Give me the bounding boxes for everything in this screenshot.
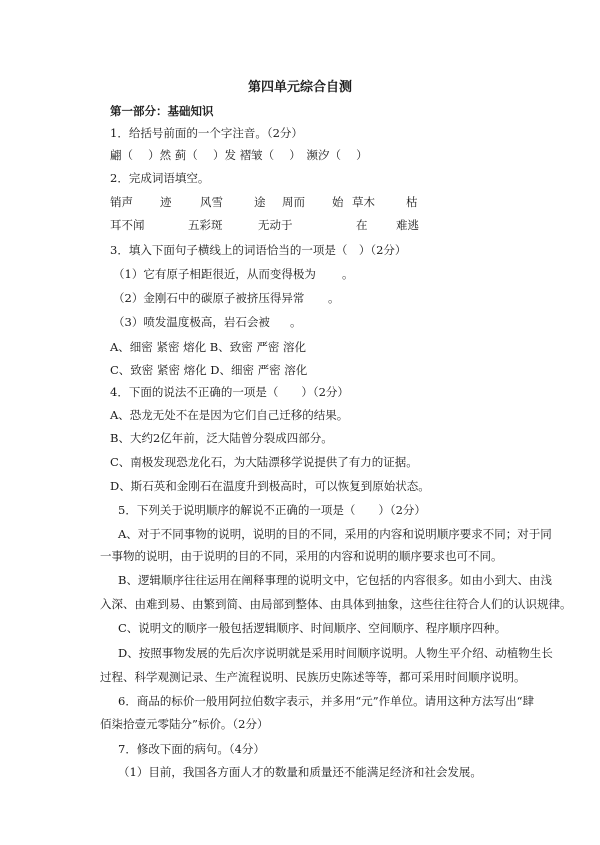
q4-option-d: D、斯石英和金刚石在温度升到极高时，可以恢复到原始状态。: [110, 479, 430, 493]
q2-word: 途: [254, 195, 266, 209]
q4-option-c: C、南极发现恐龙化石，为大陆漂移学说提供了有力的证据。: [110, 455, 418, 469]
q4-stem: 4．下面的说法不正确的一项是（ ）（2分）: [110, 385, 349, 399]
q2-word: 周而: [282, 195, 305, 209]
q4-option-a: A、恐龙无处不在是因为它们自己迁移的结果。: [110, 408, 349, 422]
q2-word: 始: [332, 195, 344, 209]
section-heading: 第一部分：基础知识: [110, 104, 214, 118]
q5-option-b-cont: 入深、由难到易、由繁到简、由局部到整体、由具体到抽象，这些往往符合人们的认识规律。: [100, 597, 572, 611]
q6-stem: 6．商品的标价一般用阿拉伯数字表示，并多用“元”作单位。请用这种方法写出“肆: [118, 694, 534, 708]
q2-word: 无动于: [258, 218, 293, 232]
q3-sentence-2: （2）金刚石中的碳原子被挤压得异常: [113, 291, 305, 305]
q3-sentence-1: （1）它有原子相距很近，从而变得极为: [113, 267, 316, 281]
q5-option-b: B、逻辑顺序往往运用在阐释事理的说明文中，它包括的内容很多。如由小到大、由浅: [118, 573, 552, 587]
q2-word: 销声: [110, 195, 133, 209]
q2-word: 五彩斑: [188, 218, 223, 232]
q5-option-d-cont: 过程、科学观测记录、生产流程说明、民族历史陈述等等，都可采用时间顺序说明。: [100, 670, 526, 684]
q3-sentence-3: （3）喷发温度极高，岩石会被: [113, 315, 270, 329]
q5-option-d: D、按照事物发展的先后次序说明就是采用时间顺序说明。人物生平介绍、动植物生长: [118, 646, 553, 660]
q3-stem: 3．填入下面句子横线上的词语恰当的一项是（ ）（2分）: [110, 243, 407, 257]
q2-stem: 2．完成词语填空。: [110, 171, 210, 185]
q4-option-b: B、大约2亿年前，泛大陆曾分裂成四部分。: [110, 431, 333, 445]
q5-option-c: C、说明文的顺序一般包括逻辑顺序、时间顺序、空间顺序、程序顺序四种。: [118, 621, 507, 635]
q2-word: 草木: [352, 195, 375, 209]
q7-sentence-1: （1）目前，我国各方面人才的数量和质量还不能满足经济和社会发展。: [118, 765, 482, 779]
q3-sentence-1-end: 。: [342, 267, 354, 281]
q7-stem: 7．修改下面的病句。（4分）: [118, 742, 265, 756]
q5-stem: 5．下列关于说明顺序的解说不正确的一项是（ ）（2分）: [118, 503, 426, 517]
page-title: 第四单元综合自测: [247, 80, 352, 95]
q2-word: 枯: [406, 195, 418, 209]
q3-sentence-3-end: 。: [290, 315, 302, 329]
q2-word: 耳不闻: [110, 218, 145, 232]
q1-items: 翩（ ）然 蓟（ ）发 褶皱（ ） 濒汐（ ）: [110, 148, 368, 162]
q2-word: 在: [356, 218, 368, 232]
q2-word: 风雪: [200, 195, 223, 209]
q5-option-a-cont: 一事物的说明，由于说明的目的不同，采用的内容和说明的顺序要求也可不同。: [100, 549, 503, 563]
q2-word: 迹: [160, 195, 172, 209]
q6-stem-cont: 佰柒拾壹元零陆分”标价。（2分）: [100, 717, 269, 731]
q3-sentence-2-end: 。: [328, 291, 340, 305]
q2-word: 难逃: [396, 218, 419, 232]
q1-stem: 1．给括号前面的一个字注音。（2分）: [110, 126, 303, 140]
q5-option-a: A、对于不同事物的说明，说明的目的不同，采用的内容和说明顺序要求不同；对于同: [118, 527, 552, 541]
q3-options-ab: A、细密 紧密 熔化 B、致密 严密 溶化: [110, 340, 307, 354]
q3-options-cd: C、致密 紧密 熔化 D、细密 严密 溶化: [110, 363, 308, 377]
